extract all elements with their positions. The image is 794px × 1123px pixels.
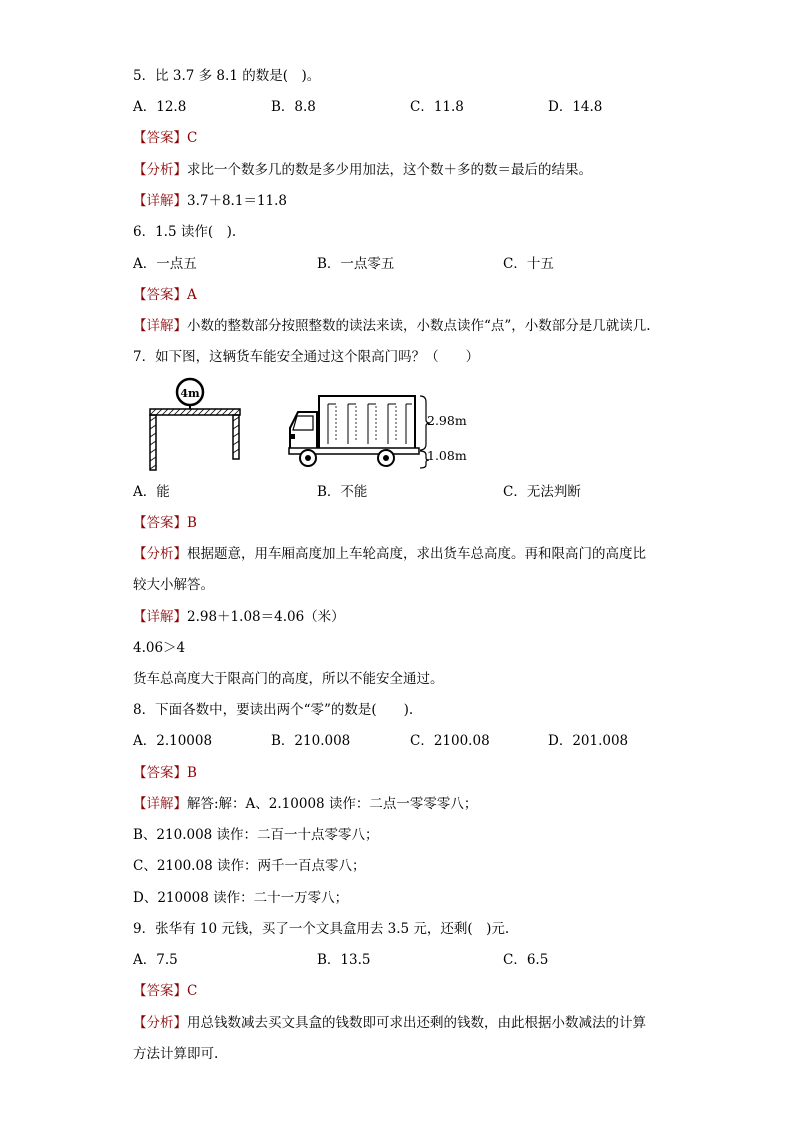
q7-analysis-line1: 【分析】根据题意，用车厢高度加上车轮高度，求出货车总高度。再和限高门的高度比 (133, 546, 646, 562)
q5-option-a: A．12.8 (133, 99, 187, 115)
q8-stem: 8．下面各数中，要读出两个“零”的数是( ). (133, 702, 414, 718)
q9-analysis-line1: 【分析】用总钱数减去买文具盒的钱数即可求出还剩的钱数，由此根据小数减法的计算 (133, 1015, 646, 1031)
q5-option-d: D．14.8 (548, 99, 603, 115)
q8-detail-line4: D、210008 读作：二十一万零八； (133, 890, 349, 906)
q7-analysis-line2: 较大小解答。 (133, 577, 214, 593)
q6-answer: 【答案】A (133, 287, 197, 303)
q8-option-c: C．2100.08 (410, 733, 490, 749)
q6-detail: 【详解】小数的整数部分按照整数的读法来读，小数点读作“点”，小数部分是几就读几. (133, 318, 651, 334)
q9-answer: 【答案】C (133, 983, 198, 999)
q8-option-b: B．210.008 (271, 733, 351, 749)
q9-stem: 9．张华有 10 元钱，买了一个文具盒用去 3.5 元，还剩( )元. (133, 921, 510, 937)
wheel-height-label: 1.08m (427, 448, 467, 463)
q8-option-a: A．2.10008 (133, 733, 213, 749)
q9-option-b: B．13.5 (317, 952, 371, 968)
q9-option-c: C．6.5 (503, 952, 549, 968)
q5-option-c: C．11.8 (410, 99, 464, 115)
q8-answer: 【答案】B (133, 765, 197, 781)
truck-figure (286, 392, 476, 472)
q7-detail-line3: 货车总高度大于限高门的高度，所以不能安全通过。 (133, 671, 444, 687)
q6-option-c: C．十五 (503, 256, 554, 272)
q6-option-a: A．一点五 (133, 256, 197, 272)
box-height-label: 2.98m (427, 413, 467, 428)
q5-analysis: 【分析】求比一个数多几的数是多少用加法，这个数＋多的数＝最后的结果。 (133, 162, 592, 178)
q8-detail-line3: C、2100.08 读作：两千一百点零八； (133, 858, 366, 874)
q7-option-c: C．无法判断 (503, 484, 581, 500)
q8-detail-line2: B、210.008 读作：二百一十点零零八； (133, 827, 379, 843)
q8-option-d: D．201.008 (548, 733, 629, 749)
q5-stem: 5．比 3.7 多 8.1 的数是( )。 (133, 68, 321, 84)
q7-detail-line1: 【详解】2.98＋1.08＝4.06（米） (133, 609, 345, 625)
q6-stem: 6．1.5 读作( ). (133, 224, 237, 240)
q7-option-a: A．能 (133, 484, 170, 500)
q5-answer: 【答案】C (133, 130, 198, 146)
q5-detail: 【详解】3.7＋8.1＝11.8 (133, 193, 287, 209)
q6-option-b: B．一点零五 (317, 256, 395, 272)
height-limit-gate-figure (140, 374, 250, 474)
q7-detail-line2: 4.06＞4 (133, 640, 186, 656)
q7-stem: 7．如下图，这辆货车能安全通过这个限高门吗？（ ） (133, 349, 480, 365)
q9-option-a: A．7.5 (133, 952, 178, 968)
gate-sign-label: 4m (180, 387, 200, 400)
q7-option-b: B．不能 (317, 484, 368, 500)
q9-analysis-line2: 方法计算即可. (133, 1046, 219, 1062)
q8-detail-line1: 【详解】解答:解：A、2.10008 读作：二点一零零零八； (133, 796, 478, 812)
q7-answer: 【答案】B (133, 515, 197, 531)
q5-option-b: B．8.8 (271, 99, 316, 115)
